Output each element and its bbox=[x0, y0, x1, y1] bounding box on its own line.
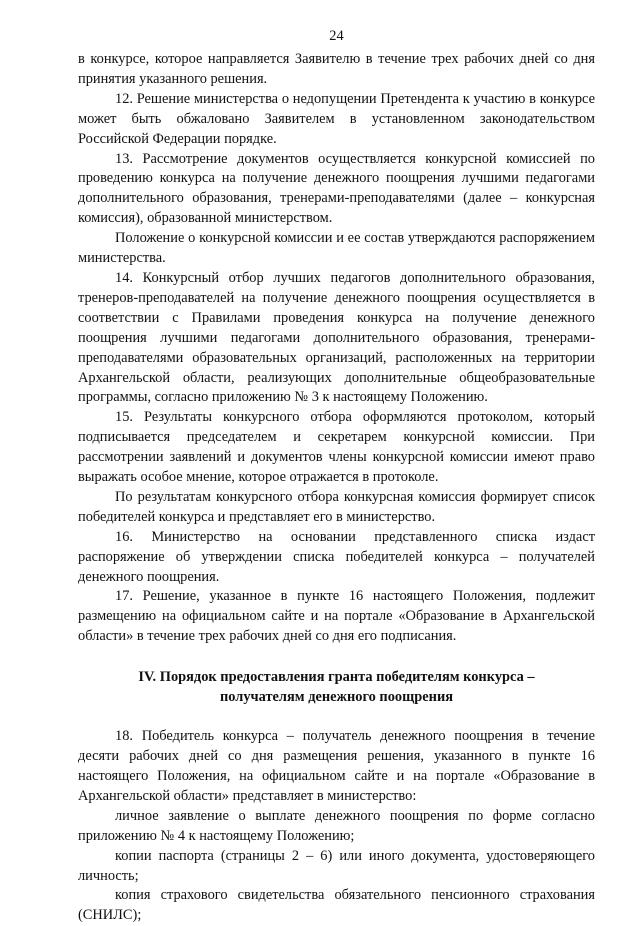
paragraph-12: 12. Решение министерства о недопущении Претендента к участию в конкурсе может быть обжаловано Заявителем в установленном законодательством Российской Федерации порядке. bbox=[78, 90, 595, 147]
paragraph: в конкурсе, которое направляется Заявителю в течение трех рабочих дней со дня принятия указанного решения. bbox=[78, 51, 595, 87]
paragraph-winners-list: По результатам конкурсного отбора конкурсная комиссия формирует список победителей конкурса и представляет его в министерство. bbox=[78, 488, 595, 525]
paragraph-commission-regulation: Положение о конкурсной комиссии и ее состав утверждаются распоряжением министерства. bbox=[78, 230, 595, 267]
list-item-passport: копии паспорта (страницы 2 – 6) или иного документа, удостоверяющего личность; bbox=[78, 847, 595, 884]
page-number: 24 bbox=[329, 28, 344, 44]
body-before-heading bbox=[78, 50, 595, 647]
paragraph-18: 18. Победитель конкурса – получатель денежного поощрения в течение десяти рабочих дней со дня размещения решения, указанного в пункте 16 настоящего Положения, на официальном сайте и на портале «Образование в Архангельской области» представляет в министерство: bbox=[78, 728, 595, 804]
paragraph-15: 15. Результаты конкурсного отбора оформляются протоколом, который подписывается председателем и секретарем конкурсной комиссии. При рассмотрении заявлений и документов члены конкурсной комиссии имеют право выражать особое мнение, которое отражается в протоколе. bbox=[78, 409, 595, 486]
paragraph-13: 13. Рассмотрение документов осуществляется конкурсной комиссией по проведению конкурса на получение денежного поощрения лучшими педагогами дополнительного образования, тренерами-преподавателями (далее – конкурсная комиссия), образованной министерством. bbox=[78, 150, 595, 227]
section-heading bbox=[78, 667, 595, 707]
paragraph-17: 17. Решение, указанное в пункте 16 настоящего Положения, подлежит размещению на официальном сайте и на портале «Образование в Архангельской области» в течение трех рабочих дней со дня его подписания. bbox=[78, 588, 595, 645]
paragraph-14: 14. Конкурсный отбор лучших педагогов дополнительного образования, тренеров-преподавателей на получение денежного поощрения осуществляется в соответствии с Правилами проведения конкурса на получение денежного поощрения лучшими педагогами дополнительного образования, тренерами-преподавателями образовательных организаций, расположенных на территории Архангельской области, реализующих дополнительные общеобразовательные программы, согласно приложению № 3 к настоящему Положению. bbox=[78, 269, 595, 406]
section-heading-line-2: получателям денежного поощрения bbox=[219, 689, 454, 706]
section-heading-line-1: IV. Порядок предоставления гранта победителям конкурса – bbox=[138, 669, 535, 686]
document-page bbox=[78, 28, 595, 926]
body-after-heading bbox=[78, 727, 595, 926]
paragraph-16: 16. Министерство на основании представленного списка издаст распоряжение об утверждении списка победителей конкурса – получателей денежного поощрения. bbox=[78, 528, 595, 585]
list-item-snils: копия страхового свидетельства обязательного пенсионного страхования (СНИЛС); bbox=[78, 887, 595, 924]
list-item-application: личное заявление о выплате денежного поощрения по форме согласно приложению № 4 к настоящему Положению; bbox=[78, 807, 595, 844]
